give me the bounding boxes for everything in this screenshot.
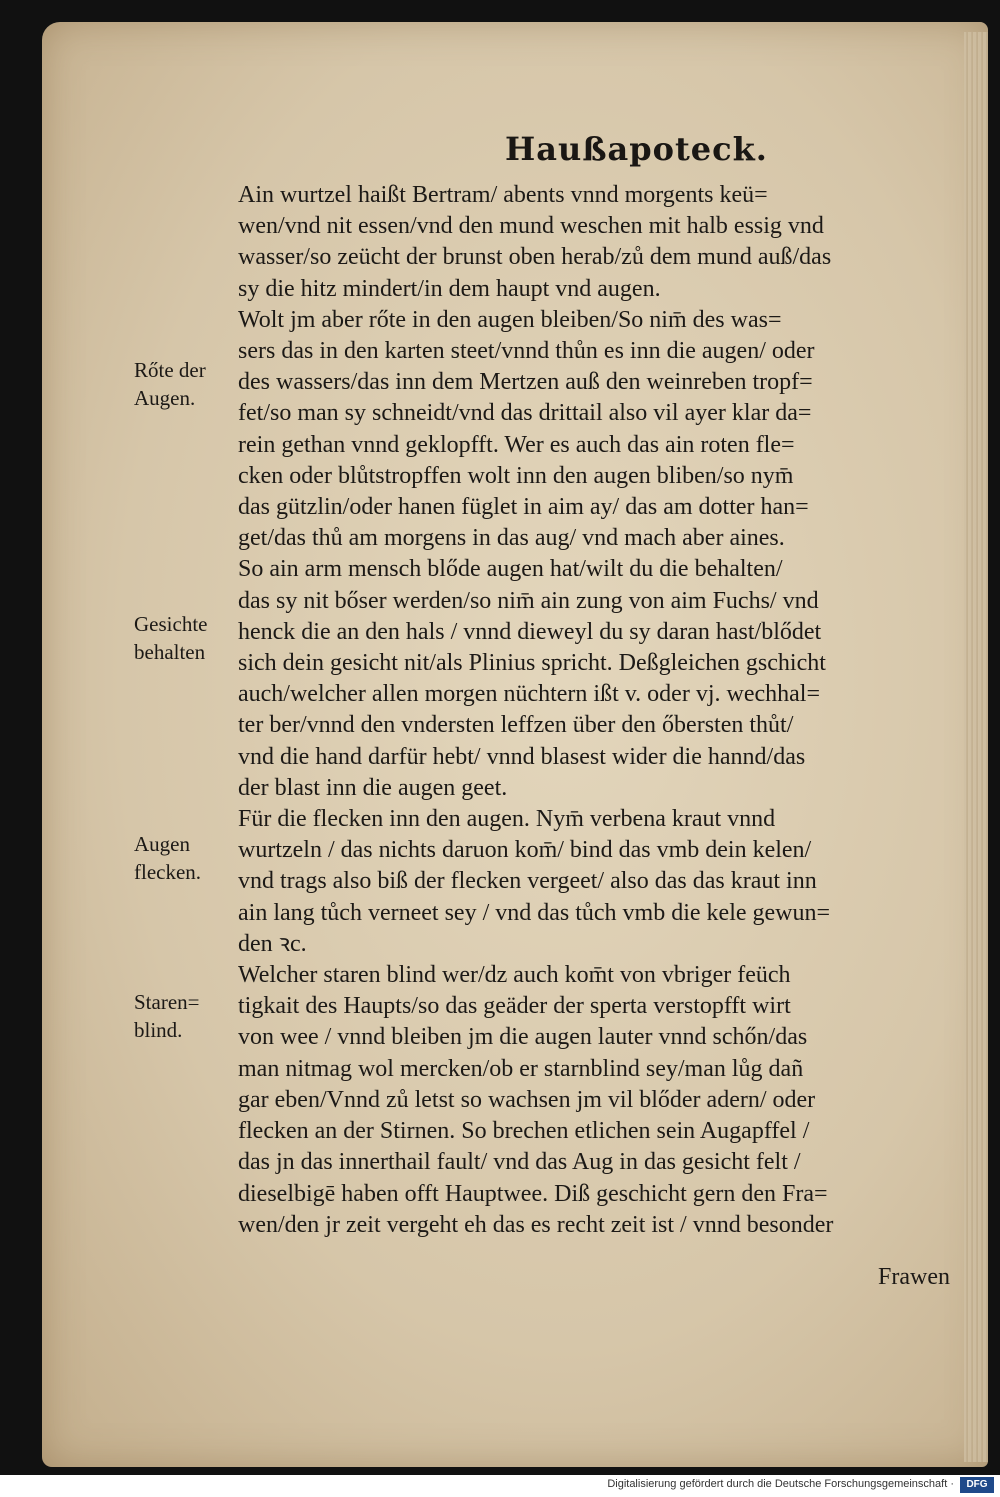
text-line: cken oder blůtstropffen wolt inn den augen bliben/so nym̄ [238, 462, 794, 489]
text-line: So ain arm mensch blőde augen hat/wilt du die behalten/ [238, 556, 783, 583]
running-header: Haußapoteck. [505, 130, 768, 168]
text-line: Welcher staren blind wer/dz auch kom̄t von vbriger feüch [238, 962, 791, 989]
text-line: sich dein gesicht nit/als Plinius spricht. Deßgleichen gschicht [238, 650, 826, 677]
text-line: wasser/so zeücht der brunst oben herab/zů dem mund auß/das [238, 244, 832, 271]
text-line: tigkait des Haupts/so das geäder der sperta verstopfft wirt [238, 993, 791, 1020]
text-line: Für die flecken inn den augen. Nym̄ verbena kraut vnnd [238, 806, 776, 833]
margin-note-starenblind [134, 988, 200, 1044]
margin-note-line: flecken. [134, 860, 202, 884]
text-line: ter ber/vnnd den vndersten leffzen über den őbersten thůt/ [238, 712, 794, 739]
text-line: Ain wurtzel haißt Bertram/ abents vnnd morgents keü= [238, 182, 768, 208]
text-line: flecken an der Stirnen. So brechen etlichen sein Augapffel / [238, 1118, 810, 1145]
margin-note-augen-flecken [134, 830, 201, 886]
text-line: get/das thů am morgens in das aug/ vnd mach aber aines. [238, 525, 785, 552]
body-text [238, 180, 958, 1241]
margin-note-line: Staren= [134, 990, 200, 1014]
text-line: von wee / vnnd bleiben jm die augen lauter vnnd schőn/das [238, 1024, 808, 1051]
margin-note-line: Rőte der [134, 358, 206, 382]
text-line: henck die an den hals / vnnd dieweyl du sy daran hast/blődet [238, 618, 822, 645]
text-line: das gützlin/oder hanen füglet in aim ay/ das am dotter han= [238, 494, 809, 521]
text-line: fet/so man sy schneidt/vnd das drittail also vil ayer klar da= [238, 400, 812, 427]
text-line: wen/vnd nit essen/vnd den mund weschen mit halb essig vnd [238, 213, 824, 240]
text-line: der blast inn die augen geet. [238, 774, 508, 801]
margin-note-line: Gesichte [134, 612, 208, 636]
margin-note-line: Augen [134, 832, 190, 856]
text-line: vnd trags also biß der flecken vergeet/ also das das kraut inn [238, 868, 817, 895]
text-line: man nitmag wol mercken/ob er starnblind sey/man lůg dañ [238, 1055, 804, 1082]
text-line: gar eben/Vnnd zů letst so wachsen jm vil blőder adern/ oder [238, 1086, 816, 1113]
text-line: den ꝛc. [238, 930, 307, 957]
footer-bar [0, 1475, 1000, 1497]
margin-note-line: Augen. [134, 386, 196, 410]
margin-note-rote-der-augen [134, 356, 206, 412]
margin-note-gesichte-behalten [134, 610, 207, 666]
footer-credit: Digitalisierung gefördert durch die Deutsche Forschungsgemeinschaft · [607, 1478, 954, 1490]
text-line: ain lang tůch verneet sey / vnd das tůch vmb die kele gewun= [238, 899, 831, 926]
text-line: wurtzeln / das nichts daruon kom̄/ bind das vmb dein kelen/ [238, 837, 812, 864]
text-line: des wassers/das inn dem Mertzen auß den weinreben tropf= [238, 369, 813, 396]
text-line: rein gethan vnnd geklopfft. Wer es auch das ain roten fle= [238, 431, 795, 458]
margin-note-line: behalten [134, 640, 206, 664]
text-line: sers das in den karten steet/vnnd thůn es inn die augen/ oder [238, 338, 815, 365]
text-line: das sy nit bőser werden/so nim̄ ain zung von aim Fuchs/ vnd [238, 587, 819, 614]
page-edge [964, 32, 988, 1462]
margin-note-line: blind. [134, 1018, 183, 1042]
text-line: dieselbigē haben offt Hauptwee. Diß geschicht gern den Fra= [238, 1180, 828, 1207]
text-line: vnd die hand darfür hebt/ vnnd blasest wider die hannd/das [238, 743, 806, 770]
catchword: Frawen [878, 1264, 950, 1290]
text-line: Wolt jm aber rőte in den augen bleiben/So nim̄ des was= [238, 306, 782, 333]
text-line: wen/den jr zeit vergeht eh das es recht zeit ist / vnnd besonder [238, 1211, 834, 1238]
dfg-logo-icon[interactable]: DFG [960, 1477, 994, 1493]
text-line: das jn das innerthail fault/ vnd das Aug in das gesicht felt / [238, 1149, 801, 1176]
text-line: sy die hitz mindert/in dem haupt vnd augen. [238, 275, 661, 302]
text-line: auch/welcher allen morgen nüchtern ißt v. oder vj. wechhal= [238, 681, 820, 708]
